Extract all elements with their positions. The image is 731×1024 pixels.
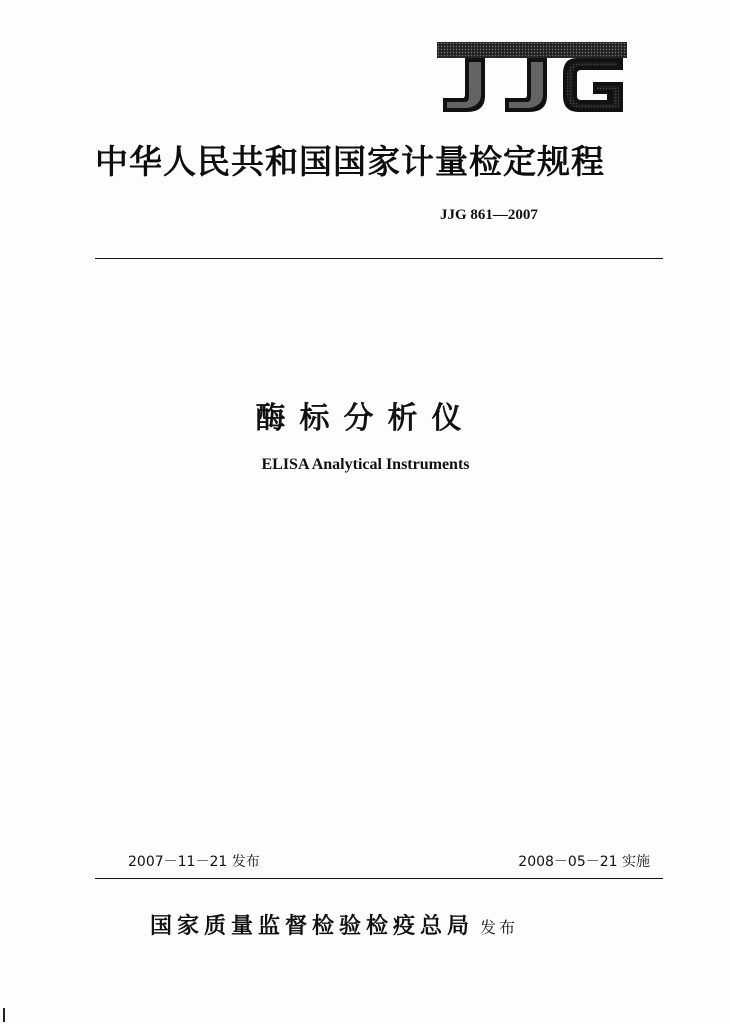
effective-date: 2008－05－21 实施 xyxy=(518,854,650,870)
publisher-suffix: 发布 xyxy=(480,918,519,937)
bottom-divider xyxy=(95,878,663,879)
publisher-line xyxy=(150,909,620,940)
document-title-english: ELISA Analytical Instruments xyxy=(261,456,470,473)
top-divider xyxy=(95,258,663,259)
standard-code: JJG 861—2007 xyxy=(440,207,538,223)
jjg-logo-icon xyxy=(437,42,627,114)
scan-edge-mark xyxy=(3,1008,5,1022)
regulation-series-title: 中华人民共和国国家计量检定规程 xyxy=(95,142,605,181)
issue-date: 2007－11－21 发布 xyxy=(128,854,260,870)
publisher-name: 国家质量监督检验检疫总局 xyxy=(150,913,475,939)
document-title-chinese: 酶标分析仪 xyxy=(255,401,476,436)
